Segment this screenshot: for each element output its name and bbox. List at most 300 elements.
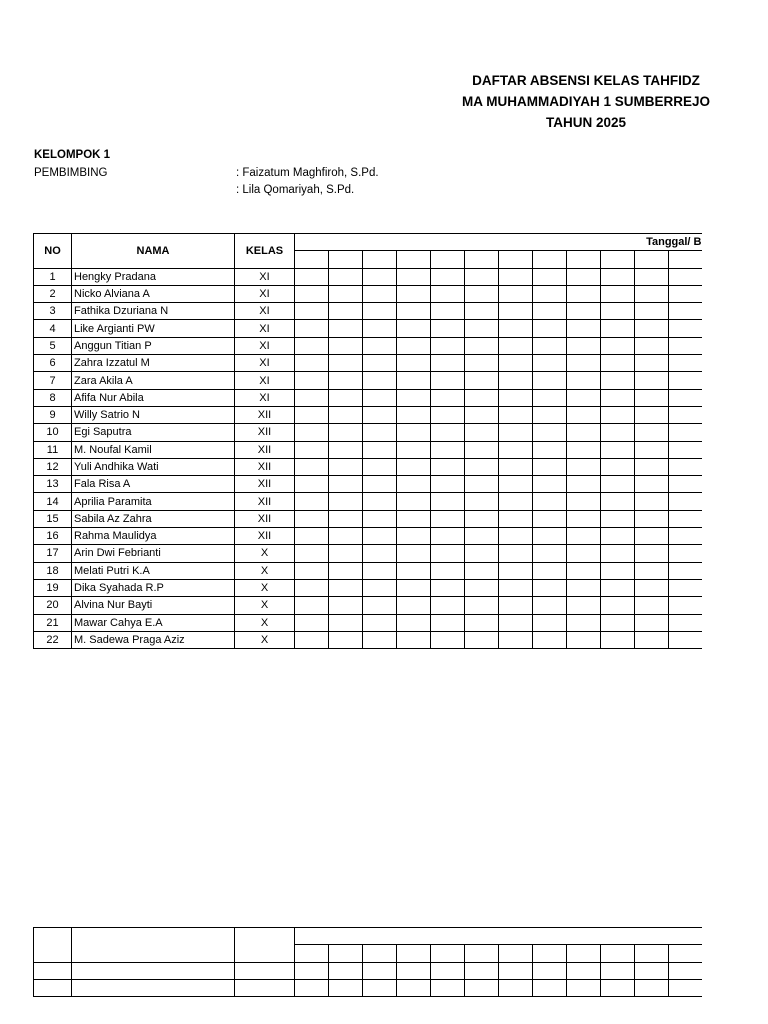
- row-kelas: X: [235, 562, 295, 579]
- attendance-cell[interactable]: [431, 337, 465, 354]
- table-row: [34, 614, 702, 631]
- attendance-cell[interactable]: [329, 458, 363, 475]
- attendance-cell[interactable]: [499, 458, 533, 475]
- attendance-cell[interactable]: [567, 510, 601, 527]
- header-nama: NAMA: [72, 234, 235, 269]
- row-nama: Aprilia Paramita: [72, 493, 235, 510]
- attendance-cell[interactable]: [601, 579, 635, 596]
- attendance-cell[interactable]: [397, 372, 431, 389]
- attendance-cell[interactable]: [329, 614, 363, 631]
- attendance-cell[interactable]: [465, 372, 499, 389]
- attendance-cell[interactable]: [329, 441, 363, 458]
- attendance-cell[interactable]: [397, 528, 431, 545]
- attendance-cell[interactable]: [363, 476, 397, 493]
- attendance-cell[interactable]: [295, 303, 329, 320]
- attendance-cell[interactable]: [533, 320, 567, 337]
- attendance-cell[interactable]: [397, 579, 431, 596]
- attendance-cell[interactable]: [567, 458, 601, 475]
- attendance-cell[interactable]: [295, 458, 329, 475]
- attendance-cell[interactable]: [533, 372, 567, 389]
- attendance-cell[interactable]: [397, 614, 431, 631]
- attendance-cell[interactable]: [601, 597, 635, 614]
- attendance-cell[interactable]: [499, 372, 533, 389]
- attendance-cell[interactable]: [397, 510, 431, 527]
- table-row: [34, 389, 702, 406]
- attendance-cell[interactable]: [295, 406, 329, 423]
- attendance-cell[interactable]: [431, 476, 465, 493]
- attendance-cell[interactable]: [601, 631, 635, 648]
- attendance-cell[interactable]: [431, 458, 465, 475]
- attendance-cell[interactable]: [533, 528, 567, 545]
- attendance-cell[interactable]: [499, 545, 533, 562]
- attendance-cell[interactable]: [533, 406, 567, 423]
- group-label: KELOMPOK 1: [34, 149, 111, 161]
- attendance-cell[interactable]: [363, 579, 397, 596]
- attendance-cell[interactable]: [431, 545, 465, 562]
- attendance-cell[interactable]: [533, 424, 567, 441]
- attendance-cell[interactable]: [465, 458, 499, 475]
- attendance-cell[interactable]: [397, 337, 431, 354]
- row-kelas: XII: [235, 510, 295, 527]
- attendance-cell[interactable]: [465, 493, 499, 510]
- attendance-cell[interactable]: [635, 476, 669, 493]
- attendance-cell[interactable]: [567, 372, 601, 389]
- attendance-cell[interactable]: [329, 545, 363, 562]
- attendance-cell[interactable]: [465, 562, 499, 579]
- attendance-cell[interactable]: [567, 268, 601, 285]
- attendance-cell[interactable]: [669, 337, 702, 354]
- attendance-cell[interactable]: [669, 389, 702, 406]
- attendance-cell[interactable]: [499, 528, 533, 545]
- header-kelas-empty: [235, 928, 295, 963]
- attendance-cell[interactable]: [465, 510, 499, 527]
- attendance-cell[interactable]: [669, 510, 702, 527]
- attendance-cell[interactable]: [329, 597, 363, 614]
- attendance-cell[interactable]: [295, 441, 329, 458]
- attendance-cell[interactable]: [329, 424, 363, 441]
- attendance-cell[interactable]: [431, 562, 465, 579]
- attendance-cell[interactable]: [567, 406, 601, 423]
- attendance-cell[interactable]: [431, 441, 465, 458]
- attendance-cell[interactable]: [329, 579, 363, 596]
- attendance-cell[interactable]: [397, 406, 431, 423]
- attendance-cell[interactable]: [295, 562, 329, 579]
- attendance-cell[interactable]: [431, 320, 465, 337]
- attendance-cell[interactable]: [499, 406, 533, 423]
- row-no: 15: [34, 510, 72, 527]
- attendance-cell[interactable]: [499, 389, 533, 406]
- attendance-cell[interactable]: [533, 458, 567, 475]
- attendance-cell[interactable]: [363, 406, 397, 423]
- attendance-cell[interactable]: [431, 579, 465, 596]
- attendance-cell[interactable]: [499, 631, 533, 648]
- attendance-cell[interactable]: [669, 268, 702, 285]
- attendance-cell[interactable]: [635, 320, 669, 337]
- attendance-cell[interactable]: [363, 631, 397, 648]
- attendance-cell[interactable]: [533, 285, 567, 302]
- date-cell: [635, 945, 669, 962]
- attendance-cell[interactable]: [601, 372, 635, 389]
- attendance-cell[interactable]: [567, 441, 601, 458]
- attendance-cell[interactable]: [329, 285, 363, 302]
- attendance-cell[interactable]: [567, 424, 601, 441]
- attendance-cell[interactable]: [431, 285, 465, 302]
- attendance-cell[interactable]: [533, 597, 567, 614]
- attendance-cell[interactable]: [363, 372, 397, 389]
- attendance-cell[interactable]: [567, 303, 601, 320]
- row-no: 1: [34, 268, 72, 285]
- attendance-cell[interactable]: [397, 424, 431, 441]
- attendance-cell[interactable]: [669, 406, 702, 423]
- attendance-cell[interactable]: [295, 285, 329, 302]
- attendance-cell[interactable]: [533, 355, 567, 372]
- row-no: 21: [34, 614, 72, 631]
- attendance-cell[interactable]: [669, 545, 702, 562]
- table-row: [34, 597, 702, 614]
- attendance-cell[interactable]: [363, 510, 397, 527]
- attendance-cell[interactable]: [601, 268, 635, 285]
- attendance-cell[interactable]: [601, 510, 635, 527]
- attendance-cell[interactable]: [465, 614, 499, 631]
- attendance-cell[interactable]: [329, 320, 363, 337]
- attendance-cell[interactable]: [567, 355, 601, 372]
- attendance-cell[interactable]: [635, 406, 669, 423]
- table-row: [34, 476, 702, 493]
- attendance-cell[interactable]: [329, 337, 363, 354]
- attendance-cell[interactable]: [431, 631, 465, 648]
- attendance-cell[interactable]: [431, 510, 465, 527]
- attendance-cell[interactable]: [635, 510, 669, 527]
- attendance-cell: [601, 962, 635, 979]
- attendance-cell[interactable]: [669, 528, 702, 545]
- attendance-cell[interactable]: [465, 320, 499, 337]
- attendance-cell[interactable]: [295, 337, 329, 354]
- attendance-cell[interactable]: [431, 372, 465, 389]
- attendance-cell[interactable]: [635, 562, 669, 579]
- attendance-cell[interactable]: [635, 372, 669, 389]
- attendance-cell[interactable]: [533, 337, 567, 354]
- attendance-cell[interactable]: [499, 355, 533, 372]
- attendance-cell[interactable]: [669, 579, 702, 596]
- attendance-cell[interactable]: [397, 476, 431, 493]
- attendance-cell[interactable]: [363, 303, 397, 320]
- attendance-cell[interactable]: [601, 389, 635, 406]
- attendance-cell[interactable]: [295, 355, 329, 372]
- row-nama: Dika Syahada R.P: [72, 579, 235, 596]
- attendance-cell[interactable]: [329, 528, 363, 545]
- table-row: [34, 528, 702, 545]
- attendance-cell[interactable]: [669, 597, 702, 614]
- attendance-cell[interactable]: [465, 285, 499, 302]
- attendance-cell[interactable]: [635, 268, 669, 285]
- attendance-cell[interactable]: [431, 303, 465, 320]
- attendance-cell[interactable]: [295, 631, 329, 648]
- attendance-cell[interactable]: [465, 389, 499, 406]
- attendance-cell[interactable]: [499, 268, 533, 285]
- attendance-cell[interactable]: [635, 579, 669, 596]
- attendance-cell[interactable]: [397, 545, 431, 562]
- attendance-cell[interactable]: [363, 458, 397, 475]
- attendance-cell[interactable]: [533, 631, 567, 648]
- attendance-cell[interactable]: [397, 493, 431, 510]
- attendance-cell[interactable]: [295, 424, 329, 441]
- attendance-cell[interactable]: [499, 424, 533, 441]
- attendance-cell[interactable]: [295, 476, 329, 493]
- attendance-cell[interactable]: [499, 303, 533, 320]
- row-no: 16: [34, 528, 72, 545]
- row-kelas: X: [235, 597, 295, 614]
- attendance-cell[interactable]: [465, 631, 499, 648]
- attendance-cell[interactable]: [329, 493, 363, 510]
- attendance-cell[interactable]: [295, 614, 329, 631]
- attendance-cell[interactable]: [669, 285, 702, 302]
- row-no: [34, 962, 72, 979]
- pembimbing-name-1: : Faizatum Maghfiroh, S.Pd.: [236, 167, 379, 179]
- row-nama: Nicko Alviana A: [72, 285, 235, 302]
- attendance-cell[interactable]: [635, 631, 669, 648]
- table-row: [34, 962, 702, 979]
- row-nama: M. Noufal Kamil: [72, 441, 235, 458]
- attendance-cell[interactable]: [567, 337, 601, 354]
- attendance-cell[interactable]: [635, 441, 669, 458]
- attendance-cell[interactable]: [567, 545, 601, 562]
- attendance-cell[interactable]: [669, 458, 702, 475]
- attendance-cell[interactable]: [397, 355, 431, 372]
- attendance-cell[interactable]: [295, 579, 329, 596]
- attendance-cell[interactable]: [567, 597, 601, 614]
- attendance-cell[interactable]: [499, 476, 533, 493]
- attendance-cell[interactable]: [397, 320, 431, 337]
- attendance-cell: [499, 962, 533, 979]
- attendance-cell[interactable]: [329, 631, 363, 648]
- attendance-cell[interactable]: [465, 268, 499, 285]
- attendance-cell[interactable]: [567, 562, 601, 579]
- attendance-cell[interactable]: [295, 320, 329, 337]
- attendance-cell[interactable]: [499, 562, 533, 579]
- attendance-cell[interactable]: [465, 424, 499, 441]
- table-row: [34, 493, 702, 510]
- attendance-cell[interactable]: [567, 476, 601, 493]
- table-row: [34, 406, 702, 423]
- attendance-cell[interactable]: [363, 424, 397, 441]
- attendance-cell[interactable]: [397, 458, 431, 475]
- attendance-cell[interactable]: [635, 528, 669, 545]
- attendance-cell[interactable]: [431, 597, 465, 614]
- attendance-cell[interactable]: [669, 441, 702, 458]
- attendance-cell[interactable]: [363, 614, 397, 631]
- attendance-cell[interactable]: [329, 562, 363, 579]
- attendance-cell[interactable]: [601, 476, 635, 493]
- attendance-cell[interactable]: [431, 528, 465, 545]
- attendance-cell[interactable]: [329, 268, 363, 285]
- attendance-cell[interactable]: [669, 614, 702, 631]
- attendance-cell[interactable]: [567, 614, 601, 631]
- attendance-cell[interactable]: [363, 493, 397, 510]
- attendance-cell[interactable]: [601, 406, 635, 423]
- attendance-cell[interactable]: [635, 424, 669, 441]
- attendance-cell: [363, 979, 397, 996]
- attendance-cell[interactable]: [499, 510, 533, 527]
- attendance-cell[interactable]: [499, 614, 533, 631]
- attendance-cell[interactable]: [295, 372, 329, 389]
- attendance-cell[interactable]: [295, 493, 329, 510]
- attendance-cell[interactable]: [329, 476, 363, 493]
- attendance-cell[interactable]: [431, 493, 465, 510]
- attendance-cell[interactable]: [431, 355, 465, 372]
- attendance-cell[interactable]: [669, 355, 702, 372]
- attendance-cell[interactable]: [601, 545, 635, 562]
- attendance-cell[interactable]: [295, 268, 329, 285]
- row-nama: Afifa Nur Abila: [72, 389, 235, 406]
- attendance-cell[interactable]: [635, 458, 669, 475]
- attendance-cell[interactable]: [601, 285, 635, 302]
- attendance-cell[interactable]: [499, 337, 533, 354]
- attendance-cell[interactable]: [397, 303, 431, 320]
- attendance-cell[interactable]: [431, 268, 465, 285]
- attendance-cell[interactable]: [397, 389, 431, 406]
- attendance-cell[interactable]: [363, 597, 397, 614]
- attendance-cell[interactable]: [669, 631, 702, 648]
- attendance-cell[interactable]: [397, 441, 431, 458]
- date-cell: [567, 945, 601, 962]
- attendance-cell[interactable]: [533, 579, 567, 596]
- attendance-cell[interactable]: [465, 406, 499, 423]
- attendance-cell[interactable]: [397, 285, 431, 302]
- attendance-cell[interactable]: [363, 545, 397, 562]
- attendance-cell[interactable]: [295, 510, 329, 527]
- attendance-cell[interactable]: [295, 528, 329, 545]
- attendance-cell[interactable]: [567, 389, 601, 406]
- attendance-cell[interactable]: [601, 320, 635, 337]
- attendance-cell[interactable]: [669, 493, 702, 510]
- attendance-cell[interactable]: [601, 614, 635, 631]
- attendance-cell[interactable]: [465, 597, 499, 614]
- attendance-cell[interactable]: [533, 614, 567, 631]
- attendance-cell[interactable]: [363, 320, 397, 337]
- attendance-cell[interactable]: [465, 303, 499, 320]
- attendance-cell[interactable]: [329, 406, 363, 423]
- row-no: 11: [34, 441, 72, 458]
- attendance-cell[interactable]: [533, 303, 567, 320]
- date-cell: [295, 945, 329, 962]
- attendance-cell[interactable]: [601, 493, 635, 510]
- attendance-cell[interactable]: [601, 355, 635, 372]
- attendance-cell[interactable]: [431, 406, 465, 423]
- attendance-cell[interactable]: [397, 597, 431, 614]
- attendance-cell[interactable]: [533, 441, 567, 458]
- attendance-cell[interactable]: [363, 389, 397, 406]
- attendance-cell[interactable]: [669, 562, 702, 579]
- attendance-cell[interactable]: [669, 320, 702, 337]
- attendance-cell[interactable]: [465, 545, 499, 562]
- attendance-cell[interactable]: [669, 424, 702, 441]
- attendance-cell[interactable]: [533, 510, 567, 527]
- attendance-cell[interactable]: [465, 579, 499, 596]
- attendance-cell[interactable]: [635, 303, 669, 320]
- attendance-cell[interactable]: [499, 597, 533, 614]
- attendance-cell[interactable]: [567, 493, 601, 510]
- attendance-cell[interactable]: [363, 337, 397, 354]
- attendance-cell[interactable]: [397, 631, 431, 648]
- attendance-cell[interactable]: [533, 268, 567, 285]
- attendance-cell[interactable]: [397, 268, 431, 285]
- attendance-cell[interactable]: [329, 389, 363, 406]
- attendance-cell[interactable]: [533, 562, 567, 579]
- attendance-cell[interactable]: [669, 303, 702, 320]
- attendance-cell[interactable]: [465, 528, 499, 545]
- attendance-cell[interactable]: [397, 562, 431, 579]
- attendance-cell[interactable]: [499, 285, 533, 302]
- attendance-cell[interactable]: [635, 337, 669, 354]
- attendance-cell[interactable]: [669, 476, 702, 493]
- attendance-cell[interactable]: [431, 389, 465, 406]
- attendance-cell[interactable]: [601, 562, 635, 579]
- attendance-cell[interactable]: [601, 441, 635, 458]
- attendance-cell[interactable]: [499, 579, 533, 596]
- attendance-cell[interactable]: [363, 285, 397, 302]
- attendance-cell[interactable]: [295, 545, 329, 562]
- attendance-cell[interactable]: [601, 458, 635, 475]
- attendance-cell[interactable]: [601, 528, 635, 545]
- attendance-cell[interactable]: [533, 545, 567, 562]
- attendance-cell[interactable]: [329, 372, 363, 389]
- attendance-cell[interactable]: [465, 441, 499, 458]
- attendance-cell[interactable]: [363, 441, 397, 458]
- attendance-cell[interactable]: [601, 303, 635, 320]
- table-row: [34, 979, 702, 996]
- attendance-cell[interactable]: [465, 476, 499, 493]
- attendance-cell[interactable]: [295, 389, 329, 406]
- attendance-cell[interactable]: [635, 545, 669, 562]
- attendance-cell[interactable]: [533, 389, 567, 406]
- attendance-cell[interactable]: [363, 268, 397, 285]
- attendance-cell[interactable]: [329, 303, 363, 320]
- row-no: 22: [34, 631, 72, 648]
- attendance-cell[interactable]: [567, 579, 601, 596]
- attendance-cell[interactable]: [567, 631, 601, 648]
- attendance-cell[interactable]: [363, 355, 397, 372]
- attendance-cell[interactable]: [329, 355, 363, 372]
- attendance-cell[interactable]: [669, 372, 702, 389]
- attendance-cell[interactable]: [499, 320, 533, 337]
- attendance-cell[interactable]: [499, 441, 533, 458]
- attendance-cell[interactable]: [635, 614, 669, 631]
- attendance-cell[interactable]: [567, 320, 601, 337]
- attendance-cell[interactable]: [465, 337, 499, 354]
- attendance-cell[interactable]: [635, 285, 669, 302]
- attendance-cell[interactable]: [295, 597, 329, 614]
- attendance-cell[interactable]: [635, 389, 669, 406]
- attendance-cell[interactable]: [431, 424, 465, 441]
- attendance-cell[interactable]: [363, 562, 397, 579]
- attendance-cell[interactable]: [431, 614, 465, 631]
- attendance-cell[interactable]: [329, 510, 363, 527]
- attendance-cell[interactable]: [363, 528, 397, 545]
- attendance-cell[interactable]: [635, 355, 669, 372]
- attendance-cell[interactable]: [465, 355, 499, 372]
- attendance-cell[interactable]: [567, 528, 601, 545]
- attendance-cell[interactable]: [567, 285, 601, 302]
- attendance-cell[interactable]: [601, 424, 635, 441]
- attendance-cell[interactable]: [499, 493, 533, 510]
- attendance-cell[interactable]: [533, 476, 567, 493]
- row-kelas: XII: [235, 528, 295, 545]
- attendance-cell[interactable]: [635, 493, 669, 510]
- attendance-cell[interactable]: [533, 493, 567, 510]
- row-nama: Sabila Az Zahra: [72, 510, 235, 527]
- attendance-cell[interactable]: [635, 597, 669, 614]
- attendance-cell[interactable]: [601, 337, 635, 354]
